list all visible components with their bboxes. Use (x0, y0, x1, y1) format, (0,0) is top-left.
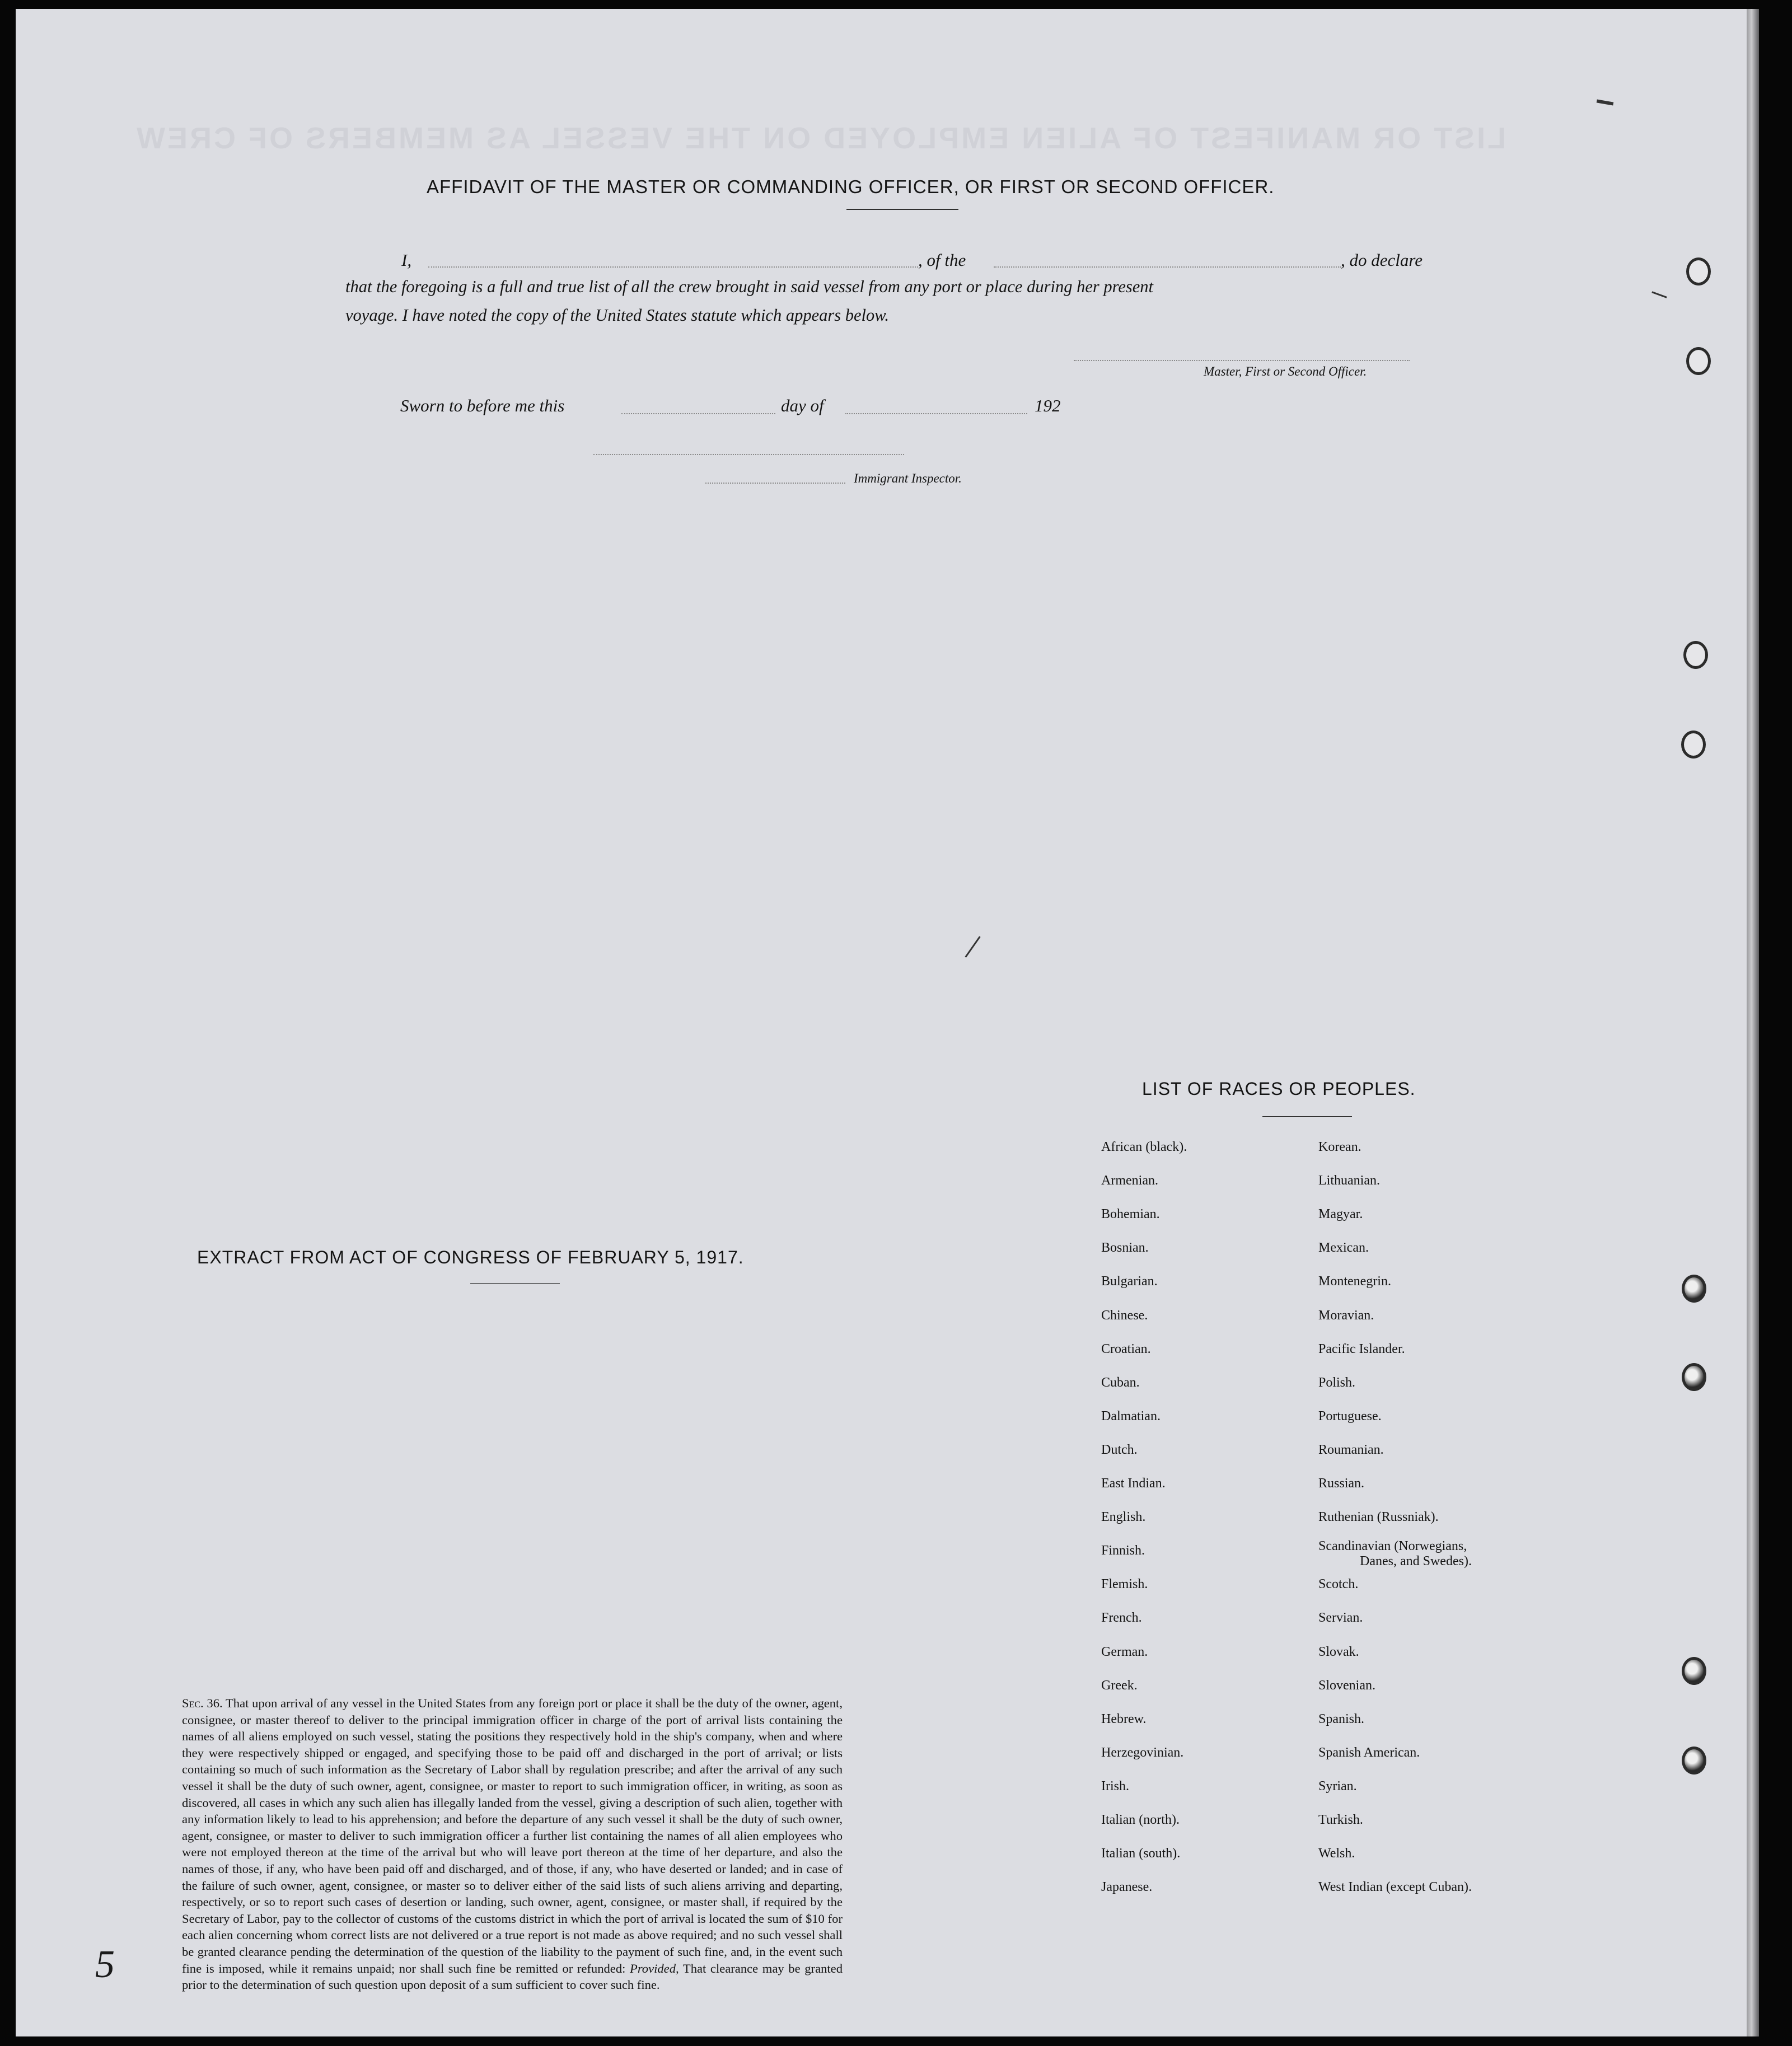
vessel-name-field[interactable] (994, 266, 1341, 268)
race-item: Lithuanian. (1318, 1173, 1380, 1188)
affidavit-heading: AFFIDAVIT OF THE MASTER OR COMMANDING OFFICER, OR FIRST OR SECOND OFFICER. (427, 176, 1275, 197)
sworn-day-of: day of (781, 396, 824, 415)
binder-hole (1682, 1657, 1706, 1685)
act-section-36 (182, 1695, 843, 1993)
binder-hole (1681, 731, 1706, 759)
race-item: Polish. (1318, 1375, 1356, 1390)
sworn-prefix: Sworn to before me this (400, 396, 565, 415)
inspector-signature-line-2[interactable] (705, 483, 845, 484)
race-item: Ruthenian (Russniak). (1318, 1510, 1439, 1525)
sworn-day-field[interactable] (621, 413, 775, 414)
race-item: Italian (south). (1101, 1846, 1181, 1861)
sworn-year: 192 (1035, 396, 1061, 415)
race-item: African (black). (1101, 1140, 1187, 1154)
race-item: Spanish. (1318, 1711, 1365, 1726)
race-item: Italian (north). (1101, 1813, 1180, 1827)
race-item: Hebrew. (1101, 1711, 1147, 1726)
race-item: Finnish. (1101, 1543, 1145, 1558)
binder-hole (1686, 257, 1711, 285)
race-item: Pacific Islander. (1318, 1341, 1405, 1356)
race-item: Bosnian. (1101, 1240, 1149, 1256)
race-item: Syrian. (1318, 1778, 1357, 1794)
race-item-continuation: Danes, and Swedes). (1360, 1554, 1472, 1569)
race-item: Moravian. (1318, 1308, 1374, 1323)
race-item: Servian. (1318, 1610, 1363, 1626)
inspector-caption: Immigrant Inspector. (854, 471, 962, 485)
race-item: Japanese. (1101, 1880, 1153, 1895)
binder-hole (1683, 641, 1708, 669)
race-item: Spanish American. (1318, 1745, 1420, 1760)
race-item: Russian. (1318, 1476, 1365, 1491)
margin-note: 5 (95, 1943, 115, 1986)
section-label: Sec. 36. (182, 1696, 223, 1710)
races-heading-rule (1262, 1116, 1352, 1117)
race-item: Herzegovinian. (1101, 1745, 1184, 1760)
race-item: Scotch. (1318, 1577, 1359, 1592)
affidavit-line2: that the foregoing is a full and true list of all the crew brought in said vessel from any port or place during her present (345, 277, 1154, 296)
race-item: Slovenian. (1318, 1678, 1375, 1693)
races-heading: LIST OF RACES OR PEOPLES. (1142, 1079, 1416, 1099)
binder-hole (1682, 1363, 1706, 1391)
binder-hole (1682, 1275, 1706, 1303)
affidavit-line1-i: I, (401, 250, 412, 270)
race-item: Bohemian. (1101, 1207, 1160, 1222)
race-item: Chinese. (1101, 1308, 1148, 1323)
race-item: West Indian (except Cuban). (1318, 1880, 1472, 1895)
race-item: Croatian. (1101, 1341, 1151, 1356)
proviso-label: Provided, (630, 1961, 679, 1975)
act-body-part2: That clearance may be granted prior to the determination of such question upon deposit of a sum sufficient to cover such fine. (182, 1961, 843, 1992)
race-item: East Indian. (1101, 1476, 1166, 1491)
race-item: Scandinavian (Norwegians, Danes, and Swedes). (1318, 1539, 1520, 1569)
race-item: Slovak. (1318, 1644, 1359, 1659)
race-item: Montenegrin. (1318, 1274, 1391, 1289)
signature-line[interactable] (1074, 360, 1410, 361)
race-item: Portuguese. (1318, 1408, 1382, 1424)
page-edge (1747, 9, 1759, 2036)
race-item: Welsh. (1318, 1846, 1355, 1861)
inspector-signature-line-1[interactable] (593, 454, 904, 455)
signature-caption: Master, First or Second Officer. (1204, 364, 1367, 378)
master-name-field[interactable] (428, 266, 918, 268)
race-item: Dalmatian. (1101, 1408, 1161, 1424)
binder-hole (1686, 347, 1711, 375)
bleed-through-title: LIST OR MANIFEST OF ALIEN EMPLOYED ON THE VESSEL AS MEMBERS OF CREW (134, 121, 1506, 155)
race-item: Armenian. (1101, 1173, 1158, 1188)
race-item: Korean. (1318, 1140, 1361, 1154)
binder-hole (1682, 1747, 1706, 1775)
race-item: French. (1101, 1610, 1142, 1626)
affidavit-line1-of-the: , of the (918, 250, 966, 270)
affidavit-line3: voyage. I have noted the copy of the United States statute which appears below. (345, 306, 889, 325)
race-item: Greek. (1101, 1678, 1138, 1693)
race-item: Irish. (1101, 1778, 1129, 1794)
extract-heading: EXTRACT FROM ACT OF CONGRESS OF FEBRUARY 5, 1917. (197, 1247, 744, 1267)
affidavit-line1-end: , do declare (1341, 250, 1423, 270)
race-item: Cuban. (1101, 1375, 1140, 1390)
act-body-part1: That upon arrival of any vessel in the United States from any foreign port or place it shall be the duty of the owner, agent, consignee, or master thereof to deliver to the principal immigration officer in charge of the port of arrival lists containing the names of all aliens employed on such vessel, stating the positions they respectively hold in the ship's company, when and where they were respectively shipped or engaged, and specifying those to be paid off and discharged in the port of arrival; or lists containing so much of such information as the Secretary of Labor shall by regulation prescribe; and after the arrival of any such vessel it shall be the duty of such owner, agent, consignee, or master to report to such immigration officer, in writing, as soon as discovered, all cases in which any such alien has illegally landed from the vessel, giving a description of such alien, together with any information likely to lead to his apprehension; and before the departure of any such vessel it shall be the duty of such owner, agent, consignee, or master to deliver to such immigration officer a further list containing the names of all alien employees who were not employed thereon at the time of the arrival but who will leave port thereon at the time of her departure, and also the names of those, if any, who have been paid off and discharged, and of those, if any, who have deserted or landed; and in case of the failure of such owner, agent, consignee, or master so to deliver either of the said lists of such aliens arriving and departing, respectively, or so to report such cases of desertion or landing, such owner, agent, consignee, or master shall, if required by the Secretary of Labor, pay to the collector of customs of the customs district in which the port of arrival is located the sum of $10 for each alien concerning whom correct lists are not delivered or a true report is not made as above required; and no such vessel shall be granted clearance pending the determination of the question of the liability to the payment of such fine, and, in the event such fine is imposed, while it remains unpaid; nor shall such fine be remitted or refunded: (182, 1696, 843, 1975)
race-item: Dutch. (1101, 1442, 1138, 1457)
sworn-month-field[interactable] (845, 413, 1027, 414)
race-item: Bulgarian. (1101, 1274, 1158, 1289)
race-item: Mexican. (1318, 1240, 1369, 1256)
extract-heading-rule (470, 1283, 560, 1284)
affidavit-heading-rule (846, 209, 958, 210)
race-item: Roumanian. (1318, 1442, 1384, 1457)
race-item: Flemish. (1101, 1577, 1148, 1592)
race-item: English. (1101, 1510, 1146, 1525)
race-item: German. (1101, 1644, 1148, 1659)
race-item: Turkish. (1318, 1813, 1363, 1827)
race-item: Magyar. (1318, 1207, 1363, 1222)
